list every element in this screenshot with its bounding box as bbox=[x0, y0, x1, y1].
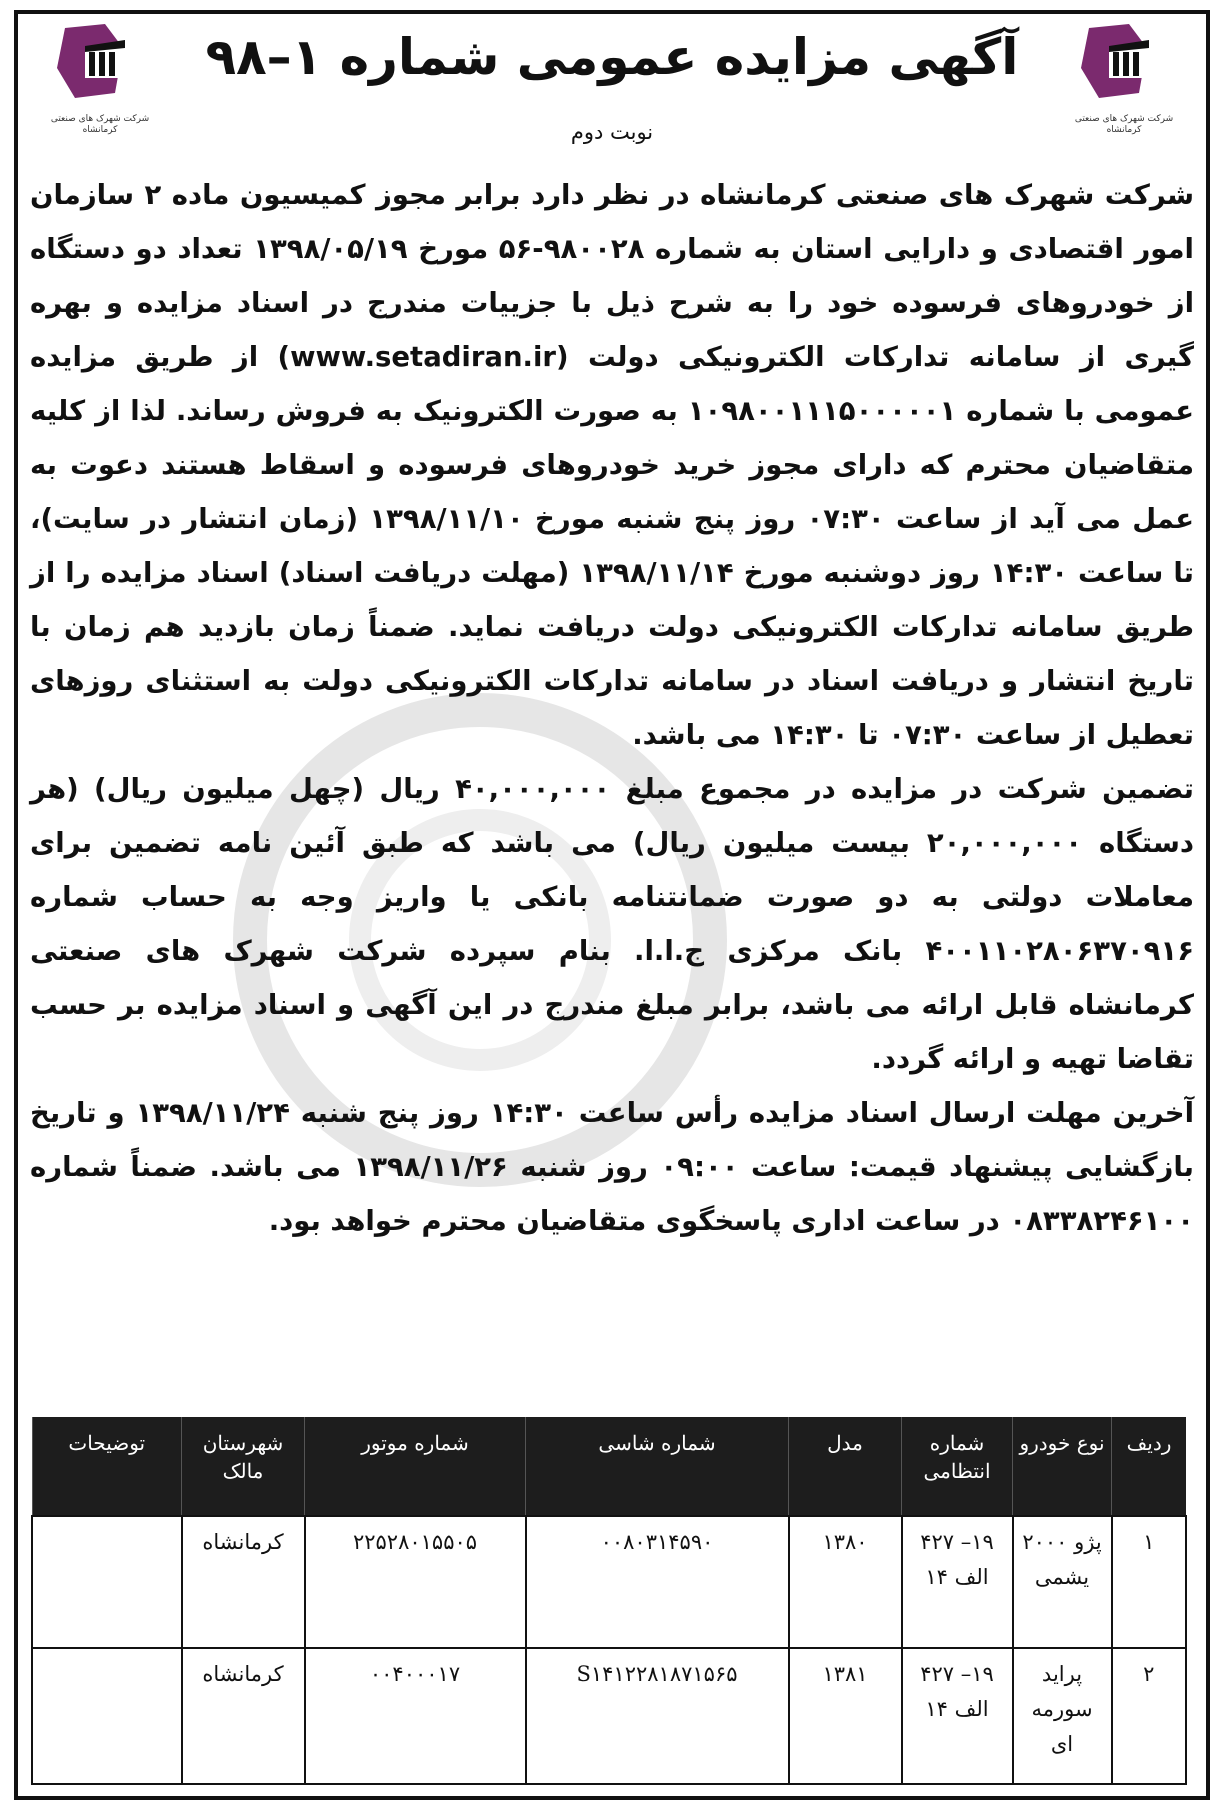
col-header-vehicle-type: نوع خودرو bbox=[1013, 1417, 1112, 1516]
ad-body bbox=[30, 168, 1194, 1248]
col-header-engine: شماره موتور bbox=[305, 1417, 526, 1516]
cell-model: ۱۳۸۱ bbox=[789, 1648, 902, 1784]
body-paragraph: آخرین مهلت ارسال اسناد مزایده رأس ساعت ۱۴:۳۰ روز پنج شنبه ۱۳۹۸/۱۱/۲۴ و تاریخ بازگشایی پیشنهاد قیمت: ساعت ۰۹:۰۰ روز شنبه ۱۳۹۸/۱۱/۲۶ می باشد. ضمناً شماره ۰۸۳۳۸۲۴۶۱۰۰ در ساعت اداری پاسخگوی متقاضیان محترم خواهد بود. bbox=[30, 1097, 1194, 1237]
ad-title: آگهی مزایده عمومی شماره ۱–۹۸ bbox=[205, 28, 1019, 86]
logo-caption: شرکت شهرک های صنعتی کرمانشاه bbox=[50, 114, 150, 135]
col-header-model: مدل bbox=[789, 1417, 902, 1516]
col-header-city: شهرستان مالک bbox=[182, 1417, 305, 1516]
cell-city: کرمانشاه bbox=[182, 1648, 305, 1784]
cell-vehicle-type: پژو ۲۰۰۰ یشمی bbox=[1013, 1516, 1112, 1648]
cell-model: ۱۳۸۰ bbox=[789, 1516, 902, 1648]
cell-notes bbox=[32, 1516, 182, 1648]
cell-vehicle-type: پراید سورمه ای bbox=[1013, 1648, 1112, 1784]
cell-plate: ۱۹– ۴۲۷ الف ۱۴ bbox=[902, 1648, 1013, 1784]
cell-row-number: ۲ bbox=[1112, 1648, 1187, 1784]
cell-engine: ۰۰۴۰۰۰۱۷ bbox=[305, 1648, 526, 1784]
cell-city: کرمانشاه bbox=[182, 1516, 305, 1648]
col-header-plate: شماره انتظامی bbox=[902, 1417, 1013, 1516]
cell-engine: ۲۲۵۲۸۰۱۵۵۰۵ bbox=[305, 1516, 526, 1648]
table-row bbox=[32, 1516, 1186, 1648]
table-header-row bbox=[32, 1417, 1186, 1516]
cell-row-number: ۱ bbox=[1112, 1516, 1187, 1648]
industrial-park-logo-icon bbox=[45, 18, 155, 113]
table-row bbox=[32, 1648, 1186, 1784]
col-header-chassis: شماره شاسی bbox=[526, 1417, 789, 1516]
company-logo-left bbox=[45, 18, 155, 153]
cell-notes bbox=[32, 1648, 182, 1784]
cell-chassis: S۱۴۱۲۲۸۱۸۷۱۵۶۵ bbox=[526, 1648, 789, 1784]
col-header-notes: توضیحات bbox=[32, 1417, 182, 1516]
vehicles-table bbox=[31, 1417, 1187, 1785]
logo-caption: شرکت شهرک های صنعتی کرمانشاه bbox=[1074, 114, 1174, 135]
vehicles-table-wrap bbox=[31, 1417, 1187, 1785]
body-paragraph: تضمین شرکت در مزایده در مجموع مبلغ ۴۰,۰۰۰,۰۰۰ ریال (چهل میلیون ریال) (هر دستگاه ۲۰,۰۰۰,۰۰۰ بیست میلیون ریال) می باشد که طبق آئین نامه تضمین برای معاملات دولتی به دو صورت ضمانتنامه بانکی یا واریز وجه به حساب شماره ۴۰۰۱۱۰۲۸۰۶۳۷۰۹۱۶ بانک مرکزی ج.ا.ا. بنام سپرده شرکت شهرک های صنعتی کرمانشاه قابل ارائه می باشد، برابر مبلغ مندرج در این آگهی و اسناد مزایده بر حسب تقاضا تهیه و ارائه گردد. bbox=[30, 773, 1194, 1075]
body-paragraph: شرکت شهرک های صنعتی کرمانشاه در نظر دارد برابر مجوز کمیسیون ماده ۲ سازمان امور اقتصادی و دارایی استان به شماره ۹۸۰۰۲۸-۵۶ مورخ ۱۳۹۸/۰۵/۱۹ تعداد دو دستگاه از خودروهای فرسوده خود را به شرح ذیل با جزییات مندرج در اسناد مزایده و بهره گیری از سامانه تدارکات الکترونیکی دولت (www.setadiran.ir) از طریق مزایده عمومی با شماره ۱۰۹۸۰۰۱۱۱۵۰۰۰۰۰۱ به صورت الکترونیک به فروش رساند. لذا از کلیه متقاضیان محترم که دارای مجوز خرید خودروهای فرسوده و اسقاط هستند دعوت به عمل می آید از ساعت ۰۷:۳۰ روز پنج شنبه مورخ ۱۳۹۸/۱۱/۱۰ (زمان انتشار در سایت)، تا ساعت ۱۴:۳۰ روز دوشنبه مورخ ۱۳۹۸/۱۱/۱۴ (مهلت دریافت اسناد) اسناد مزایده را از طریق سامانه تدارکات الکترونیکی دولت دریافت نماید. ضمناً زمان بازدید هم زمان با تاریخ انتشار و دریافت اسناد در سامانه تدارکات الکترونیکی دولت به استثنای روزهای تعطیل از ساعت ۰۷:۳۰ تا ۱۴:۳۰ می باشد. bbox=[30, 179, 1194, 751]
publication-round: نوبت دوم bbox=[570, 120, 654, 144]
col-header-row-number: ردیف bbox=[1112, 1417, 1187, 1516]
cell-plate: ۱۹– ۴۲۷ الف ۱۴ bbox=[902, 1516, 1013, 1648]
company-logo-right bbox=[1069, 18, 1179, 153]
cell-chassis: ۰۰۸۰۳۱۴۵۹۰ bbox=[526, 1516, 789, 1648]
industrial-park-logo-icon bbox=[1069, 18, 1179, 113]
